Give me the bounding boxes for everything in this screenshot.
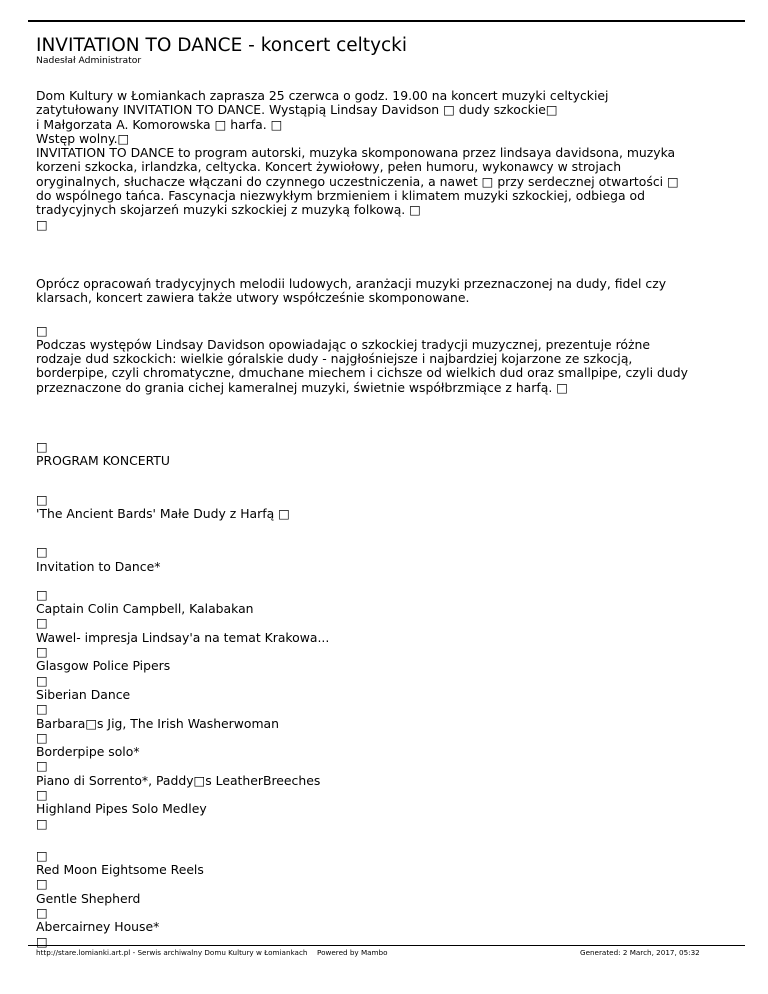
list-item: □ <box>36 701 48 717</box>
text-line: Podczas występów Lindsay Davidson opowiadając o szkockiej tradycji muzycznej, prezentuje różne <box>36 336 650 352</box>
list-item: Highland Pipes Solo Medley <box>36 801 207 817</box>
text-line: przeznaczone do grania cichej kameralnej muzyki, świetnie współbrzmiące z harfą. □ <box>36 379 568 395</box>
program-item <box>36 545 741 574</box>
program-list <box>36 588 741 831</box>
list-item: □ <box>36 933 48 949</box>
list-item: □ <box>36 905 48 921</box>
text-line: □ <box>36 544 48 560</box>
list-item: □ <box>36 586 48 602</box>
list-item: Wawel- impresja Lindsay'a na temat Krakowa... <box>36 629 330 645</box>
list-item: □ <box>36 847 48 863</box>
list-item: □ <box>36 644 48 660</box>
text-line: klarsach, koncert zawiera także utwory współcześnie skomponowane. <box>36 290 470 306</box>
text-line: 'The Ancient Bards' Małe Dudy z Harfą □ <box>36 505 290 521</box>
program-item <box>36 493 741 522</box>
text-line: korzeni szkocka, irlandzka, celtycka. Koncert żywiołowy, pełen humoru, wykonawcy w strojach <box>36 159 622 175</box>
text-line: Dom Kultury w Łomiankach zaprasza 25 czerwca o godz. 19.00 na koncert muzyki celtyckiej <box>36 88 609 103</box>
footer-source: http://stare.lomianki.art.pl - Serwis archiwalny Domu Kultury w Łomiankach <box>36 948 308 957</box>
list-item: □ <box>36 876 48 892</box>
text-line: □ <box>36 439 48 455</box>
list-item: □ <box>36 786 48 802</box>
top-rule <box>28 20 745 22</box>
article-byline: Nadesłał Administrator <box>36 55 142 66</box>
list-item: □ <box>36 815 48 831</box>
program-heading <box>36 440 741 469</box>
list-item: □ <box>36 729 48 745</box>
list-item: Piano di Sorrento*, Paddy□s LeatherBreeches <box>36 772 321 788</box>
text-line: rodzaje dud szkockich: wielkie góralskie dudy - najgłośniejsze i najbardziej kojarzone ze szkocją, <box>36 351 633 367</box>
footer-generated: Generated: 2 March, 2017, 05:32 <box>580 948 700 957</box>
list-item: Red Moon Eightsome Reels <box>36 862 204 878</box>
text-line: do wspólnego tańca. Fascynacja niezwykłym brzmieniem i klimatem muzyki szkockiej, odbiega od <box>36 188 645 204</box>
text-line: □ <box>36 322 48 338</box>
list-item: Abercairney House* <box>36 919 160 935</box>
list-item: Glasgow Police Pipers <box>36 658 171 674</box>
list-item: Borderpipe solo* <box>36 744 140 760</box>
list-item: Captain Colin Campbell, Kalabakan <box>36 601 254 617</box>
text-line: INVITATION TO DANCE to program autorski, muzyka skomponowana przez lindsaya davidsona, muzyka <box>36 145 676 161</box>
paragraph-bagpipes <box>36 324 741 395</box>
list-item: Barbara□s Jig, The Irish Washerwoman <box>36 715 280 731</box>
footer-powered: Powered by Mambo <box>317 948 388 957</box>
list-item: Gentle Shepherd <box>36 890 141 906</box>
text-line: Invitation to Dance* <box>36 558 161 574</box>
text-line: tradycyjnych skojarzeń muzyki szkockiej z muzyką folkową. □ <box>36 202 421 218</box>
text-line: □ <box>36 216 48 232</box>
list-item: Siberian Dance <box>36 686 131 702</box>
list-item: □ <box>36 615 48 631</box>
text-line: oryginalnych, słuchacze włączani do czynnego uczestniczenia, a nawet □ przy serdecznej otwartości □ <box>36 173 679 189</box>
article-body <box>36 89 741 949</box>
text-line: borderpipe, czyli chromatyczne, dmuchane miechem i cichsze od wielkich dud oraz smallpipe, czyli dudy <box>36 365 688 381</box>
program-list <box>36 849 741 949</box>
text-line: zatytułowany INVITATION TO DANCE. Wystąpią Lindsay Davidson □ dudy szkockie□ <box>36 102 558 118</box>
article-title: INVITATION TO DANCE - koncert celtycki <box>36 35 408 56</box>
text-line: PROGRAM KONCERTU <box>36 453 170 469</box>
bottom-rule <box>28 945 745 946</box>
text-line: Wstęp wolny.□ <box>36 130 130 146</box>
paragraph-arrangements <box>36 277 741 306</box>
text-line: Oprócz opracowań tradycyjnych melodii ludowych, aranżacji muzyki przeznaczonej na dudy, fidel czy <box>36 275 667 291</box>
list-item: □ <box>36 758 48 774</box>
paragraph-intro <box>36 89 741 232</box>
text-line: i Małgorzata A. Komorowska □ harfa. □ <box>36 116 283 132</box>
text-line: □ <box>36 491 48 507</box>
list-item: □ <box>36 672 48 688</box>
